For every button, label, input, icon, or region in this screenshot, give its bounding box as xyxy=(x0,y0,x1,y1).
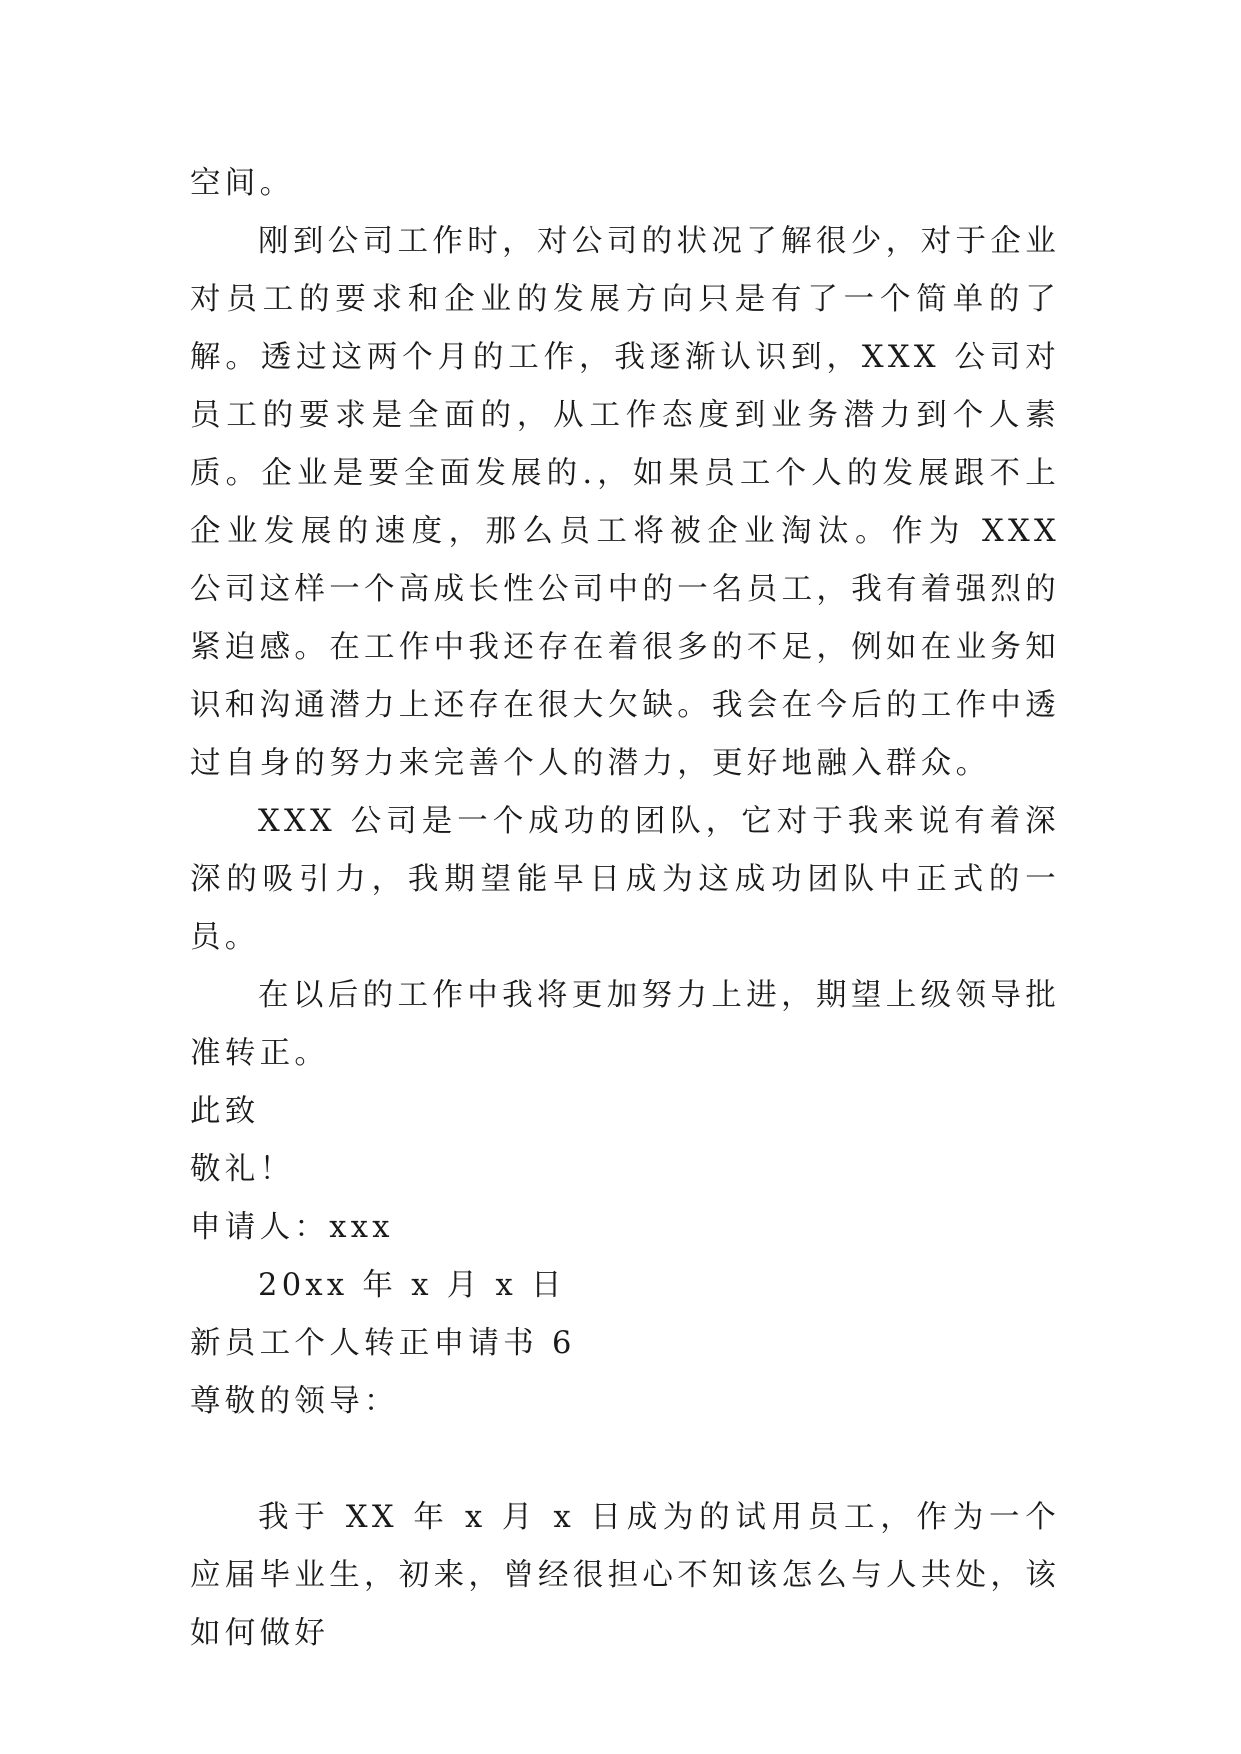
document-body xyxy=(190,155,1060,1663)
paragraph-request: 在以后的工作中我将更加努力上进，期望上级领导批准转正。 xyxy=(190,978,1060,1071)
greeting: 尊敬的领导： xyxy=(190,1384,399,1419)
paragraph-company-requirements: 刚到公司工作时，对公司的状况了解很少，对于企业对员工的要求和企业的发展方向只是有了一个简单的了解。透过这两个月的工作，我逐渐认识到，XXX 公司对员工的要求是全面的，从工作态度到业务潜力到个人素质。企业是要全面发展的.，如果员工个人的发展跟不上企业发展的速度，那么员工将被企业淘汰。作为 XXX 公司这样一个高成长性公司中的一名员工，我有着强烈的紧迫感。在工作中我还存在着很多的不足，例如在业务知识和沟通潜力上还存在很大欠缺。我会在今后的工作中透过自身的努力来完善个人的潜力，更好地融入群众。 xyxy=(190,224,1060,781)
paragraph-team-attraction: XXX 公司是一个成功的团队，它对于我来说有着深深的吸引力，我期望能早日成为这成功团队中正式的一员。 xyxy=(190,804,1060,955)
paragraph-continuation: 空间。 xyxy=(190,166,295,201)
applicant-signature: 申请人：xxx xyxy=(190,1210,394,1245)
signature-date: 20xx 年 x 月 x 日 xyxy=(258,1268,566,1303)
closing-regards: 敬礼！ xyxy=(190,1152,295,1187)
blank-line xyxy=(190,1431,1060,1489)
closing-salutation: 此致 xyxy=(190,1094,260,1129)
section-title: 新员工个人转正申请书 6 xyxy=(190,1326,576,1361)
paragraph-introduction: 我于 XX 年 x 月 x 日成为的试用员工，作为一个应届毕业生，初来，曾经很担心不知该怎么与人共处，该如何做好 xyxy=(190,1500,1060,1651)
